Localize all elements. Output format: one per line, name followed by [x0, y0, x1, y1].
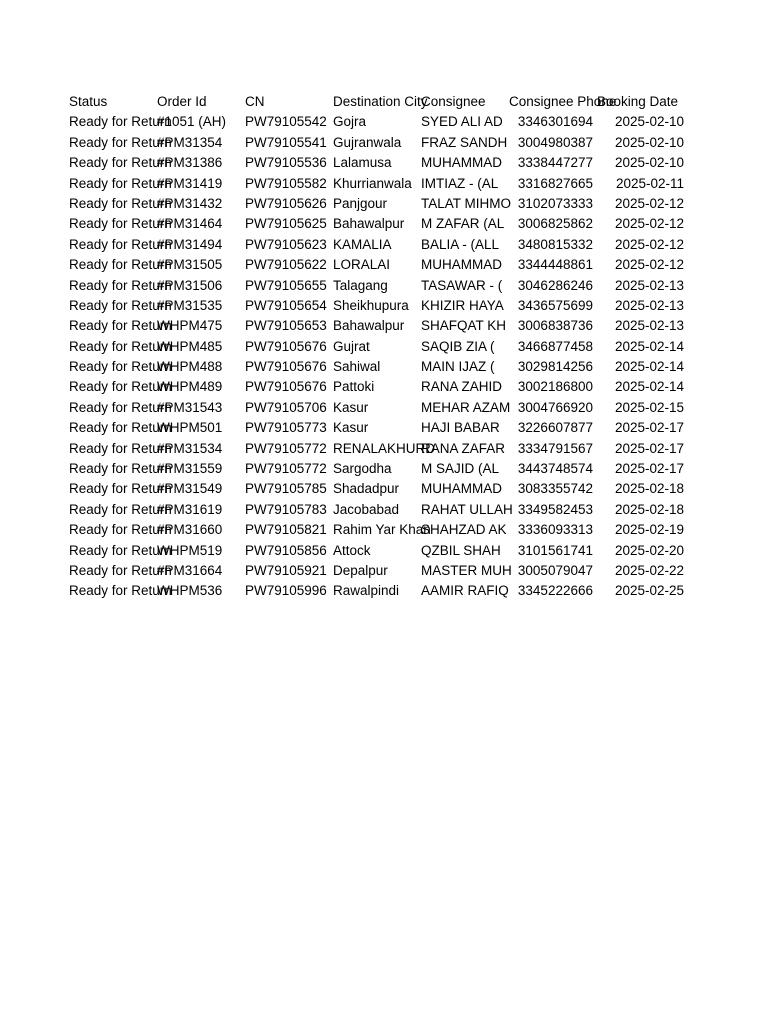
cell-booking-date[interactable]: 2025-02-10 — [614, 155, 684, 171]
cell-destination-city[interactable]: Kasur — [333, 399, 369, 415]
cell-status[interactable]: Ready for Return — [69, 236, 172, 252]
cell-consignee[interactable]: TASAWAR - ( — [421, 277, 503, 293]
cell-order-id[interactable]: WHPM475 — [157, 318, 223, 334]
cell-consignee[interactable]: MASTER MUH — [421, 562, 512, 578]
cell-order-id[interactable]: WHPM501 — [157, 420, 223, 436]
cell-cn[interactable]: PW79105582 — [245, 175, 327, 191]
cell-booking-date[interactable]: 2025-02-12 — [614, 257, 684, 273]
cell-order-id[interactable]: WHPM488 — [157, 359, 223, 375]
cell-destination-city[interactable]: Pattoki — [333, 379, 375, 395]
cell-order-id[interactable]: #PM31559 — [157, 461, 223, 477]
cell-order-id[interactable]: #PM31664 — [157, 562, 223, 578]
table-row — [68, 316, 688, 336]
cell-consignee-phone[interactable]: 3004766920 — [517, 399, 593, 415]
cell-status[interactable]: Ready for Return — [69, 318, 172, 334]
cell-cn[interactable]: PW79105772 — [245, 440, 327, 456]
cell-consignee[interactable]: MEHAR AZAM — [421, 399, 511, 415]
cell-destination-city[interactable]: Khurrianwala — [333, 175, 412, 191]
cell-order-id[interactable]: WHPM489 — [157, 379, 223, 395]
cell-booking-date[interactable]: 2025-02-14 — [614, 359, 684, 375]
cell-destination-city[interactable]: Gojra — [333, 114, 367, 130]
table-row — [68, 174, 688, 194]
cell-consignee[interactable]: MAIN IJAZ ( — [421, 359, 495, 375]
table-body — [68, 112, 688, 601]
cell-status[interactable]: Ready for Return — [69, 155, 172, 171]
cell-booking-date[interactable]: 2025-02-12 — [614, 216, 684, 232]
cell-booking-date[interactable]: 2025-02-15 — [614, 399, 684, 415]
cell-consignee-phone[interactable]: 3002186800 — [517, 379, 593, 395]
cell-destination-city[interactable]: RENALAKHURD — [333, 440, 436, 456]
header-order-id[interactable]: Order Id — [157, 94, 207, 109]
cell-cn[interactable]: PW79105653 — [245, 318, 327, 334]
cell-status[interactable]: Ready for Return — [69, 195, 172, 211]
cell-consignee-phone[interactable]: 3338447277 — [517, 155, 593, 171]
cell-destination-city[interactable]: Bahawalpur — [333, 318, 405, 334]
cell-order-id[interactable]: #PM31506 — [157, 277, 223, 293]
cell-order-id[interactable]: #PM31535 — [157, 297, 223, 313]
cell-destination-city[interactable]: Jacobabad — [333, 501, 400, 517]
cell-consignee[interactable]: SHAFQAT KH — [421, 318, 507, 334]
cell-booking-date[interactable]: 2025-02-10 — [614, 114, 684, 130]
cell-destination-city[interactable]: Sargodha — [333, 461, 392, 477]
cell-destination-city[interactable]: Depalpur — [333, 562, 388, 578]
table-row — [68, 112, 688, 132]
cell-booking-date[interactable]: 2025-02-13 — [614, 277, 684, 293]
cell-order-id[interactable]: #PM31505 — [157, 257, 223, 273]
cell-booking-date[interactable]: 2025-02-18 — [614, 481, 684, 497]
cell-consignee[interactable]: HAJI BABAR — [421, 420, 500, 436]
cell-cn[interactable]: PW79105626 — [245, 195, 327, 211]
cell-status[interactable]: Ready for Return — [69, 216, 172, 232]
cell-status[interactable]: Ready for Return — [69, 359, 172, 375]
cell-order-id[interactable]: #PM31619 — [157, 501, 223, 517]
cell-consignee[interactable]: RANA ZAFAR — [421, 440, 506, 456]
cell-consignee-phone[interactable]: 3316827665 — [517, 175, 593, 191]
cell-consignee[interactable]: SAQIB ZIA ( — [421, 338, 495, 354]
cell-cn[interactable]: PW79105676 — [245, 379, 327, 395]
table-row — [68, 377, 688, 397]
cell-booking-date[interactable]: 2025-02-18 — [614, 501, 684, 517]
header-consignee-phone[interactable]: Consignee Phone — [509, 94, 617, 109]
header-status[interactable]: Status — [69, 94, 108, 109]
cell-order-id[interactable]: #PM31549 — [157, 481, 223, 497]
cell-status[interactable]: Ready for Return — [69, 461, 172, 477]
table-row — [68, 541, 688, 561]
cell-cn[interactable]: PW79105541 — [245, 134, 327, 150]
cell-consignee[interactable]: M ZAFAR (AL — [421, 216, 505, 232]
cell-consignee-phone[interactable]: 3101561741 — [517, 542, 593, 558]
table-row — [68, 255, 688, 275]
cell-cn[interactable]: PW79105676 — [245, 359, 327, 375]
table-row — [68, 296, 688, 316]
table-row — [68, 418, 688, 438]
cell-destination-city[interactable]: Sheikhupura — [333, 297, 409, 313]
table-row — [68, 520, 688, 540]
cell-consignee-phone[interactable]: 3336093313 — [517, 522, 593, 538]
cell-consignee[interactable]: AAMIR RAFIQ — [421, 583, 509, 599]
cell-order-id[interactable]: #PM31354 — [157, 134, 223, 150]
table-row — [68, 214, 688, 234]
cell-booking-date[interactable]: 2025-02-12 — [614, 195, 684, 211]
cell-consignee[interactable]: BALIA - (ALL — [421, 236, 500, 252]
cell-consignee-phone[interactable]: 3443748574 — [517, 461, 593, 477]
cell-status[interactable]: Ready for Return — [69, 114, 172, 130]
cell-booking-date[interactable]: 2025-02-20 — [614, 542, 684, 558]
cell-status[interactable]: Ready for Return — [69, 583, 172, 599]
cell-consignee[interactable]: QZBIL SHAH — [421, 542, 501, 558]
cell-consignee-phone[interactable]: 3346301694 — [517, 114, 593, 130]
cell-booking-date[interactable]: 2025-02-12 — [614, 236, 684, 252]
cell-consignee-phone[interactable]: 3345222666 — [517, 583, 593, 599]
cell-consignee-phone[interactable]: 3344448861 — [517, 257, 593, 273]
cell-consignee[interactable]: SHAHZAD AK — [421, 522, 507, 538]
cell-consignee-phone[interactable]: 3006838736 — [517, 318, 593, 334]
cell-cn[interactable]: PW79105654 — [245, 297, 327, 313]
cell-cn[interactable]: PW79105655 — [245, 277, 327, 293]
cell-status[interactable]: Ready for Return — [69, 522, 172, 538]
cell-order-id[interactable]: #PM31660 — [157, 522, 223, 538]
cell-booking-date[interactable]: 2025-02-25 — [614, 583, 684, 599]
cell-cn[interactable]: PW79105921 — [245, 562, 327, 578]
cell-consignee[interactable]: RANA ZAHID — [421, 379, 503, 395]
cell-cn[interactable]: PW79105773 — [245, 420, 327, 436]
cell-cn[interactable]: PW79105821 — [245, 522, 327, 538]
cell-booking-date[interactable]: 2025-02-14 — [614, 338, 684, 354]
cell-order-id[interactable]: #PM31386 — [157, 155, 223, 171]
table-row — [68, 337, 688, 357]
cell-consignee[interactable]: IMTIAZ - (AL — [421, 175, 499, 191]
header-booking-date[interactable]: Booking Date — [597, 94, 679, 109]
cell-status[interactable]: Ready for Return — [69, 134, 172, 150]
cell-destination-city[interactable]: Shadadpur — [333, 481, 400, 497]
cell-cn[interactable]: PW79105706 — [245, 399, 327, 415]
cell-destination-city[interactable]: Bahawalpur — [333, 216, 405, 232]
table-row — [68, 561, 688, 581]
cell-order-id[interactable]: WHPM519 — [157, 542, 223, 558]
table-row — [68, 153, 688, 173]
table-row — [68, 581, 688, 601]
header-consignee[interactable]: Consignee — [421, 94, 486, 109]
cell-destination-city[interactable]: Kasur — [333, 420, 369, 436]
cell-consignee[interactable]: FRAZ SANDH — [421, 134, 508, 150]
cell-destination-city[interactable]: Rawalpindi — [333, 583, 400, 599]
cell-consignee-phone[interactable]: 3466877458 — [517, 338, 593, 354]
cell-booking-date[interactable]: 2025-02-19 — [614, 522, 684, 538]
cell-consignee-phone[interactable]: 3029814256 — [517, 359, 593, 375]
cell-destination-city[interactable]: Lalamusa — [333, 155, 392, 171]
cell-consignee[interactable]: SYED ALI AD — [421, 114, 503, 130]
cell-destination-city[interactable]: Talagang — [333, 277, 388, 293]
cell-cn[interactable]: PW79105772 — [245, 461, 327, 477]
table-row — [68, 357, 688, 377]
cell-consignee[interactable]: M SAJID (AL — [421, 461, 500, 477]
cell-status[interactable]: Ready for Return — [69, 501, 172, 517]
header-row — [68, 92, 688, 112]
cell-cn[interactable]: PW79105536 — [245, 155, 327, 171]
table-row — [68, 194, 688, 214]
spreadsheet — [68, 92, 688, 602]
cell-cn[interactable]: PW79105622 — [245, 257, 327, 273]
cell-destination-city[interactable]: Rahim Yar Khan — [333, 522, 431, 538]
cell-status[interactable]: Ready for Return — [69, 257, 172, 273]
cell-destination-city[interactable]: Panjgour — [333, 195, 388, 211]
cell-consignee-phone[interactable]: 3004980387 — [517, 134, 593, 150]
header-destination-city[interactable]: Destination City — [333, 94, 428, 109]
cell-status[interactable]: Ready for Return — [69, 399, 172, 415]
table-row — [68, 439, 688, 459]
cell-destination-city[interactable]: Gujranwala — [333, 134, 402, 150]
cell-cn[interactable]: PW79105996 — [245, 583, 327, 599]
cell-cn[interactable]: PW79105542 — [245, 114, 327, 130]
cell-status[interactable]: Ready for Return — [69, 379, 172, 395]
cell-consignee-phone[interactable]: 3102073333 — [517, 195, 593, 211]
cell-booking-date[interactable]: 2025-02-13 — [614, 318, 684, 334]
cell-consignee[interactable]: TALAT MIHMO — [421, 195, 512, 211]
cell-booking-date[interactable]: 2025-02-17 — [614, 461, 684, 477]
cell-destination-city[interactable]: Sahiwal — [333, 359, 381, 375]
cell-consignee-phone[interactable]: 3436575699 — [517, 297, 593, 313]
cell-status[interactable]: Ready for Return — [69, 440, 172, 456]
cell-consignee[interactable]: MUHAMMAD — [421, 155, 502, 171]
cell-consignee-phone[interactable]: 3006825862 — [517, 216, 593, 232]
cell-consignee-phone[interactable]: 3349582453 — [517, 501, 593, 517]
cell-order-id[interactable]: WHPM485 — [157, 338, 223, 354]
cell-destination-city[interactable]: LORALAI — [333, 257, 391, 273]
table-row — [68, 276, 688, 296]
cell-order-id[interactable]: #PM31543 — [157, 399, 223, 415]
cell-status[interactable]: Ready for Return — [69, 420, 172, 436]
cell-status[interactable]: Ready for Return — [69, 481, 172, 497]
cell-consignee-phone[interactable]: 3083355742 — [517, 481, 593, 497]
cell-consignee-phone[interactable]: 3480815332 — [517, 236, 593, 252]
table-row — [68, 235, 688, 255]
cell-destination-city[interactable]: Attock — [333, 542, 371, 558]
cell-booking-date[interactable]: 2025-02-13 — [614, 297, 684, 313]
cell-destination-city[interactable]: KAMALIA — [333, 236, 392, 252]
cell-order-id[interactable]: #PM31464 — [157, 216, 223, 232]
cell-status[interactable]: Ready for Return — [69, 562, 172, 578]
cell-booking-date[interactable]: 2025-02-17 — [614, 440, 684, 456]
cell-cn[interactable]: PW79105856 — [245, 542, 327, 558]
cell-consignee[interactable]: KHIZIR HAYA — [421, 297, 504, 313]
cell-order-id[interactable]: WHPM536 — [157, 583, 223, 599]
table-row — [68, 500, 688, 520]
table-row — [68, 459, 688, 479]
cell-status[interactable]: Ready for Return — [69, 277, 172, 293]
cell-destination-city[interactable]: Gujrat — [333, 338, 370, 354]
cell-cn[interactable]: PW79105623 — [245, 236, 327, 252]
cell-booking-date[interactable]: 2025-02-11 — [615, 175, 684, 191]
cell-booking-date[interactable]: 2025-02-14 — [614, 379, 684, 395]
cell-cn[interactable]: PW79105676 — [245, 338, 327, 354]
cell-cn[interactable]: PW79105785 — [245, 481, 327, 497]
cell-order-id[interactable]: #PM31419 — [157, 175, 223, 191]
cell-status[interactable]: Ready for Return — [69, 175, 172, 191]
table-row — [68, 479, 688, 499]
cell-status[interactable]: Ready for Return — [69, 542, 172, 558]
cell-consignee[interactable]: MUHAMMAD — [421, 257, 502, 273]
cell-order-id[interactable]: #PM31432 — [157, 195, 223, 211]
cell-status[interactable]: Ready for Return — [69, 338, 172, 354]
table-row — [68, 133, 688, 153]
cell-consignee-phone[interactable]: 3046286246 — [517, 277, 593, 293]
cell-order-id[interactable]: #PM31494 — [157, 236, 223, 252]
cell-cn[interactable]: PW79105783 — [245, 501, 327, 517]
cell-consignee[interactable]: MUHAMMAD — [421, 481, 502, 497]
cell-consignee-phone[interactable]: 3005079047 — [517, 562, 593, 578]
table-row — [68, 398, 688, 418]
cell-consignee[interactable]: RAHAT ULLAH — [421, 501, 513, 517]
header-cn[interactable]: CN — [245, 94, 265, 109]
cell-consignee-phone[interactable]: 3226607877 — [517, 420, 593, 436]
cell-status[interactable]: Ready for Return — [69, 297, 172, 313]
cell-order-id[interactable]: #1051 (AH) — [157, 114, 227, 130]
cell-booking-date[interactable]: 2025-02-10 — [614, 134, 684, 150]
cell-consignee-phone[interactable]: 3334791567 — [517, 440, 593, 456]
cell-order-id[interactable]: #PM31534 — [157, 440, 223, 456]
cell-booking-date[interactable]: 2025-02-22 — [614, 562, 684, 578]
cell-cn[interactable]: PW79105625 — [245, 216, 327, 232]
cell-booking-date[interactable]: 2025-02-17 — [614, 420, 684, 436]
